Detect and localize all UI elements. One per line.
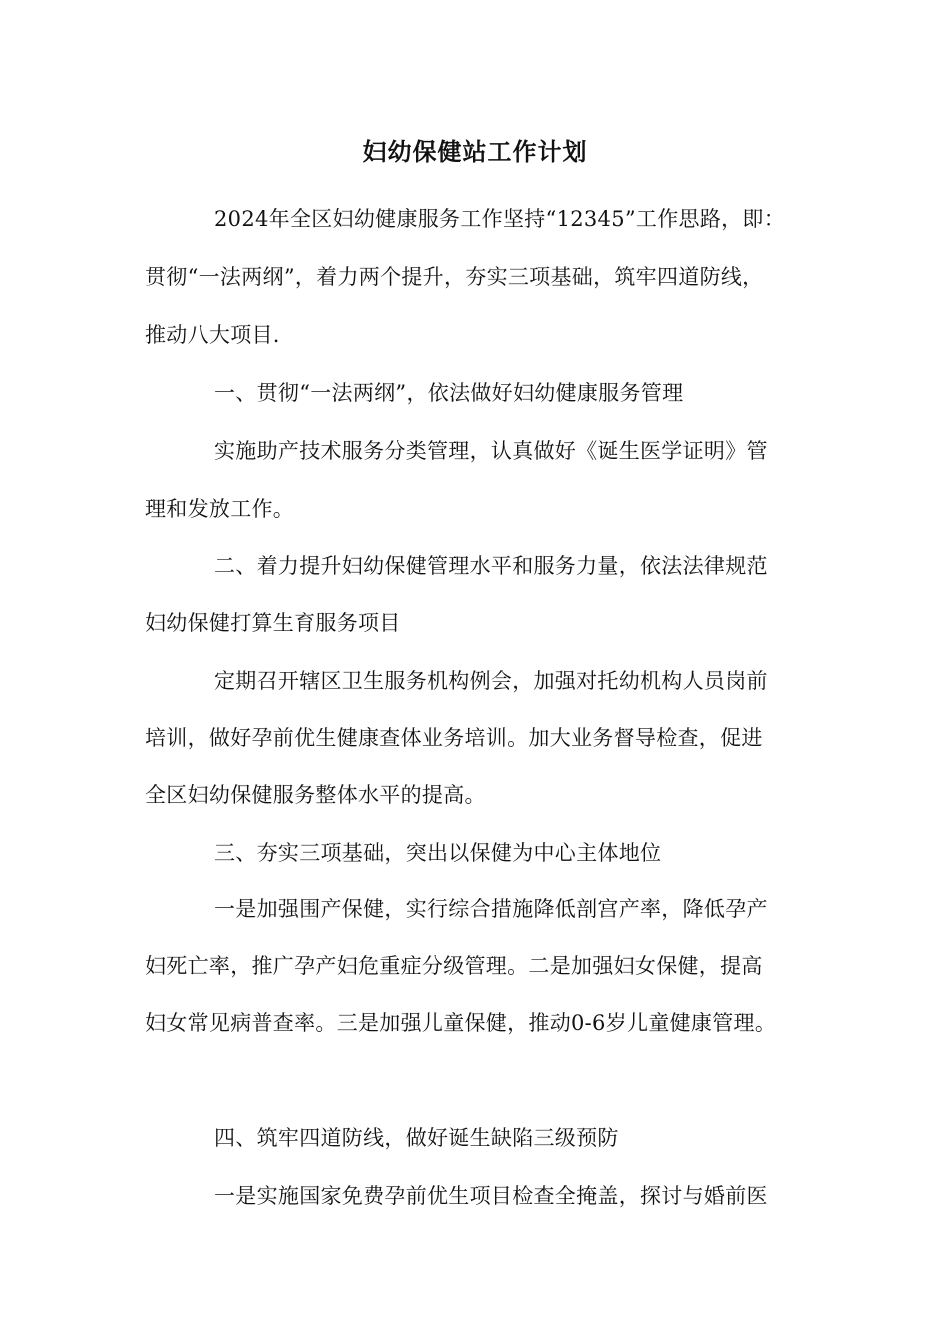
- document-title: 妇幼保健站工作计划: [362, 137, 588, 166]
- paragraph-line: 一是实施国家免费孕前优生项目检查全掩盖，探讨与婚前医: [214, 1184, 768, 1208]
- section-heading: 三、夯实三项基础，突出以保健为中心主体地位: [214, 841, 662, 865]
- section-heading: 二、着力提升妇幼保健管理水平和服务力量，依法法律规范: [214, 554, 768, 578]
- paragraph-line: 一是加强围产保健，实行综合措施降低剖宫产率，降低孕产: [214, 897, 768, 921]
- paragraph-line: 妇死亡率，推广孕产妇危重症分级管理。二是加强妇女保健，提高: [145, 954, 763, 978]
- paragraph-line: 实施助产技术服务分类管理，认真做好《诞生医学证明》管: [214, 439, 768, 463]
- paragraph-line: 培训，做好孕前优生健康查体业务培训。加大业务督导检查，促进: [145, 726, 763, 750]
- paragraph-line: 定期召开辖区卫生服务机构例会，加强对托幼机构人员岗前: [214, 669, 768, 693]
- paragraph-line: 2024年全区妇幼健康服务工作坚持“12345”工作思路，即：: [214, 207, 786, 231]
- paragraph-line: 贯彻“一法两纲”，着力两个提升，夯实三项基础，筑牢四道防线，: [145, 265, 764, 289]
- section-heading-continuation: 妇幼保健打算生育服务项目: [145, 611, 401, 635]
- section-heading: 四、筑牢四道防线，做好诞生缺陷三级预防: [214, 1126, 619, 1150]
- paragraph-line: 理和发放工作。: [145, 497, 295, 521]
- paragraph-line: 妇女常见病普查率。三是加强儿童保健，推动0-6岁儿童健康管理。: [145, 1011, 777, 1035]
- paragraph-line: 全区妇幼保健服务整体水平的提高。: [145, 783, 486, 807]
- section-heading: 一、贯彻“一法两纲”，依法做好妇幼健康服务管理: [214, 381, 684, 405]
- paragraph-line: 推动八大项目.: [145, 323, 280, 347]
